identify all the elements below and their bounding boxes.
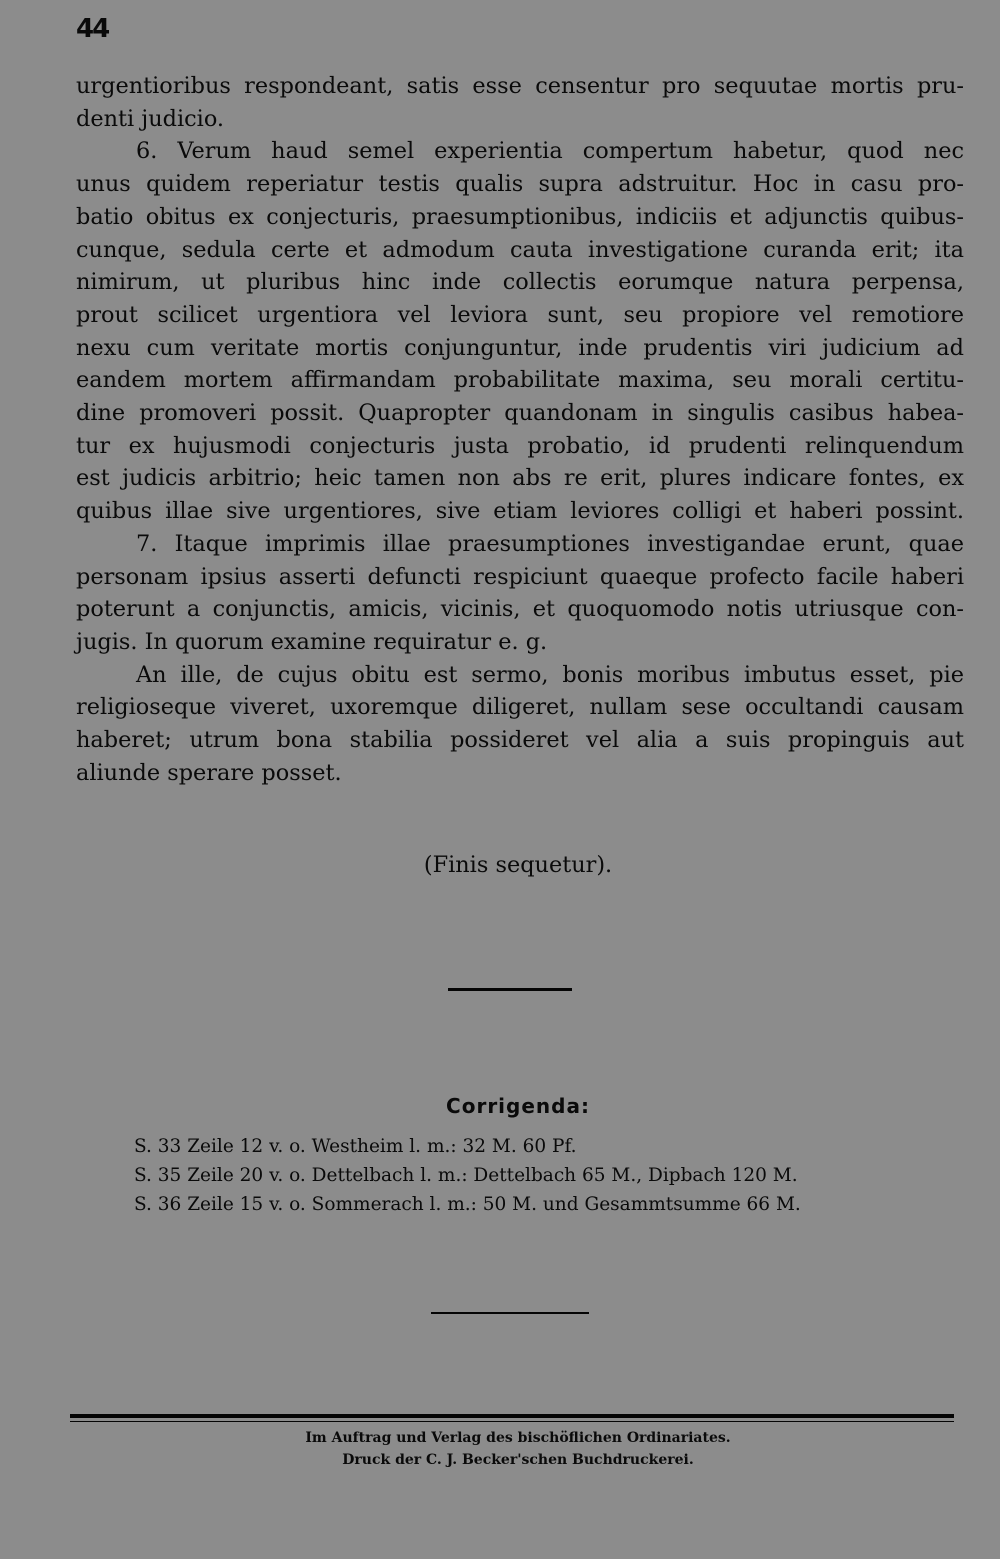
text-line: religioseque viveret, uxoremque diligeret, nullam sese occultandi causam [76, 694, 964, 721]
imprint-printer: Druck der C. J. Becker'schen Buchdruckerei. [342, 1452, 694, 1468]
text-line: An ille, de cujus obitu est sermo, bonis moribus imbutus esset, pie [136, 661, 964, 688]
text-line: est judicis arbitrio; heic tamen non abs re erit, plures indicare fontes, ex [76, 465, 964, 492]
text-line: nimirum, ut pluribus hinc inde collectis eorumque natura perpensa, [76, 269, 964, 296]
text-line: urgentioribus respondeant, satis esse censentur pro sequutae mortis pru- [76, 73, 964, 99]
divider-short [448, 988, 572, 991]
body-text [76, 70, 964, 789]
imprint-publisher: Im Auftrag und Verlag des bischöflichen Ordinariates. [305, 1430, 731, 1446]
text-line: eandem mortem affirmandam probabilitate maxima, seu morali certitu- [76, 367, 964, 394]
text-line: poterunt a conjunctis, amicis, vicinis, et quoquomodo notis utriusque con- [76, 596, 964, 623]
text-line: jugis. In quorum examine requiratur e. g. [76, 628, 548, 655]
finis-note: (Finis sequetur). [423, 852, 613, 878]
page-number: 44 [76, 14, 109, 44]
text-line: prout scilicet urgentiora vel leviora sunt, seu propiore vel remotiore [76, 301, 964, 328]
text-line: nexu cum veritate mortis conjunguntur, inde prudentis viri judicium ad [76, 334, 964, 361]
divider-thick [70, 1414, 954, 1418]
corrigenda-item: S. 35 Zeile 20 v. o. Dettelbach l. m.: Dettelbach 65 M., Dipbach 120 M. [134, 1165, 798, 1186]
text-line: 6. Verum haud semel experientia compertum habetur, quod nec [136, 138, 964, 165]
text-line: personam ipsius asserti defuncti respiciunt quaeque profecto facile haberi [76, 563, 964, 590]
text-line: denti judicio. [76, 105, 225, 132]
text-line: haberet; utrum bona stabilia possideret vel alia a suis propinguis aut [76, 727, 964, 754]
text-line: tur ex hujusmodi conjecturis justa probatio, id prudenti relinquendum [76, 432, 964, 459]
divider-short [431, 1312, 589, 1314]
divider-thin [70, 1421, 954, 1422]
corrigenda-title: Corrigenda: [446, 1094, 590, 1118]
corrigenda-list [134, 1132, 801, 1219]
text-line: 7. Itaque imprimis illae praesumptiones investigandae erunt, quae [136, 530, 964, 557]
text-line: aliunde sperare posset. [76, 759, 342, 786]
corrigenda-item: S. 33 Zeile 12 v. o. Westheim l. m.: 32 M. 60 Pf. [134, 1136, 577, 1157]
text-line: quibus illae sive urgentiores, sive etiam leviores colligi et haberi possint. [76, 498, 964, 525]
text-line: dine promoveri possit. Quapropter quandonam in singulis casibus habea- [76, 400, 964, 427]
imprint [0, 1427, 1000, 1471]
text-line: batio obitus ex conjecturis, praesumptionibus, indiciis et adjunctis quibus- [76, 203, 964, 230]
text-line: unus quidem reperiatur testis qualis supra adstruitur. Hoc in casu pro- [76, 171, 964, 198]
text-line: cunque, sedula certe et admodum cauta investigatione curanda erit; ita [76, 236, 964, 263]
corrigenda-item: S. 36 Zeile 15 v. o. Sommerach l. m.: 50 M. und Gesammtsumme 66 M. [134, 1194, 801, 1215]
